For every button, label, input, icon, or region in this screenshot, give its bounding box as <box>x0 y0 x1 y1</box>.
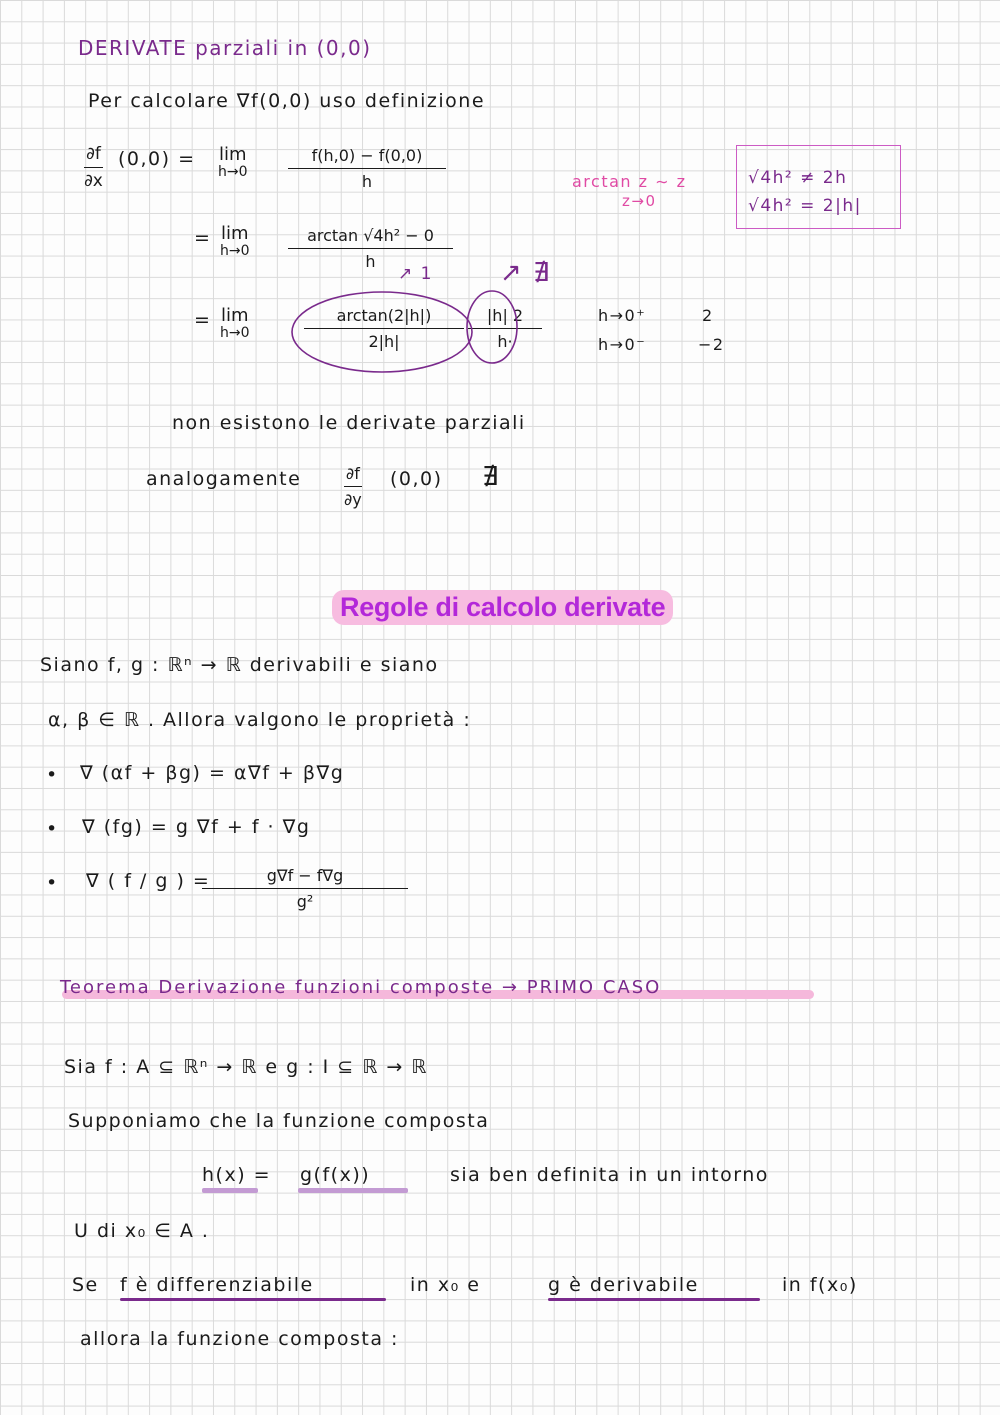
fraction-3a-num: arctan(2|h|) <box>336 306 432 325</box>
fraction-3b-den: h· <box>497 332 513 351</box>
fraction-1-den: h <box>361 172 373 191</box>
fraction-1-num: f(h,0) − f(0,0) <box>311 146 423 165</box>
limit-2-sub: h→0 <box>220 242 250 259</box>
theorem-line-2: Supponiamo che la funzione composta <box>68 1110 490 1132</box>
rule-3-den: g² <box>296 892 314 911</box>
rule-1: ∇ (αf + βg) = α∇f + β∇g <box>80 762 345 784</box>
boxed-note-line-1: √4h² ≠ 2h <box>748 168 848 188</box>
arrow-not-exists: ↗ ∄ <box>500 258 551 288</box>
bullet-1: • <box>46 764 59 786</box>
conclusion-line: non esistono le derivate parziali <box>172 412 526 434</box>
limit-1-sub: h→0 <box>218 163 248 180</box>
theorem-line-6: allora la funzione composta : <box>80 1328 399 1350</box>
circle-arctan-term <box>292 292 472 372</box>
side-note-limit: z→0 <box>622 192 657 210</box>
limit-left-value: −2 <box>698 335 725 354</box>
partial-y-den: ∂y <box>344 490 362 509</box>
partial-y-not-exists: ∄ <box>482 462 500 492</box>
side-note-arctan: arctan z ∼ z <box>572 172 687 191</box>
rules-line-2: α, β ∈ ℝ . Allora valgono le proprietà : <box>48 709 472 731</box>
rules-line-1: Siano f, g : ℝⁿ → ℝ derivabili e siano <box>40 654 439 676</box>
fraction-3b-num: |h| 2 <box>486 306 524 325</box>
arrow-to-one: ↗ 1 <box>398 264 433 284</box>
rule-3-lhs: ∇ ( f / g ) = <box>86 870 211 892</box>
rule-3-num: g∇f − f∇g <box>266 866 344 885</box>
theorem-line-5-end: in f(x₀) <box>782 1274 858 1296</box>
theorem-line-1: Sia f : A ⊆ ℝⁿ → ℝ e g : I ⊆ ℝ → ℝ <box>64 1056 428 1078</box>
partial-y-num: ∂f <box>345 464 360 483</box>
theorem-line-3: sia ben definita in un intorno <box>450 1164 769 1186</box>
theorem-line-5-mid: in x₀ e <box>410 1274 481 1296</box>
rule-2: ∇ (fg) = g ∇f + f · ∇g <box>82 816 311 838</box>
theorem-f-differentiable: f è differenziabile <box>120 1274 314 1296</box>
theorem-h-def: h(x) = <box>202 1164 272 1186</box>
limit-1-label: lim <box>218 144 247 165</box>
bullet-3: • <box>46 872 59 894</box>
limit-right-value: 2 <box>702 306 714 325</box>
partial-x-den: ∂x <box>84 171 103 191</box>
limit-3-sub: h→0 <box>220 324 250 341</box>
limit-2-label: lim <box>220 223 249 244</box>
circle-abs-term <box>467 291 517 363</box>
equals-3: = <box>194 309 212 331</box>
section-title: DERIVATE parziali in (0,0) <box>78 36 372 60</box>
equals-2: = <box>194 227 212 249</box>
theorem-g-derivable: g è derivabile <box>548 1274 699 1296</box>
fraction-2-den: h <box>365 252 376 271</box>
partial-x-point: (0,0) = <box>118 148 196 170</box>
rules-heading: Regole di calcolo derivate <box>332 590 673 625</box>
analog-word: analogamente <box>146 468 302 490</box>
limit-left-label: h→0⁻ <box>598 335 647 354</box>
theorem-heading: Teorema Derivazione funzioni composte → PRIMO CASO <box>60 977 662 998</box>
theorem-line-4: U di x₀ ∈ A . <box>74 1220 210 1242</box>
fraction-2-num: arctan √4h² − 0 <box>307 226 434 245</box>
fraction-3a-den: 2|h| <box>368 332 400 351</box>
theorem-line-5-start: Se <box>72 1274 99 1296</box>
partial-x-num: ∂f <box>86 144 101 164</box>
limit-right-label: h→0⁺ <box>598 306 647 325</box>
limit-3-label: lim <box>220 305 249 326</box>
theorem-g-composition: g(f(x)) <box>300 1164 371 1186</box>
partial-y-point: (0,0) <box>390 468 443 490</box>
boxed-note-line-2: √4h² = 2|h| <box>748 196 862 216</box>
bullet-2: • <box>46 818 59 840</box>
intro-line: Per calcolare ∇f(0,0) uso definizione <box>88 90 486 112</box>
